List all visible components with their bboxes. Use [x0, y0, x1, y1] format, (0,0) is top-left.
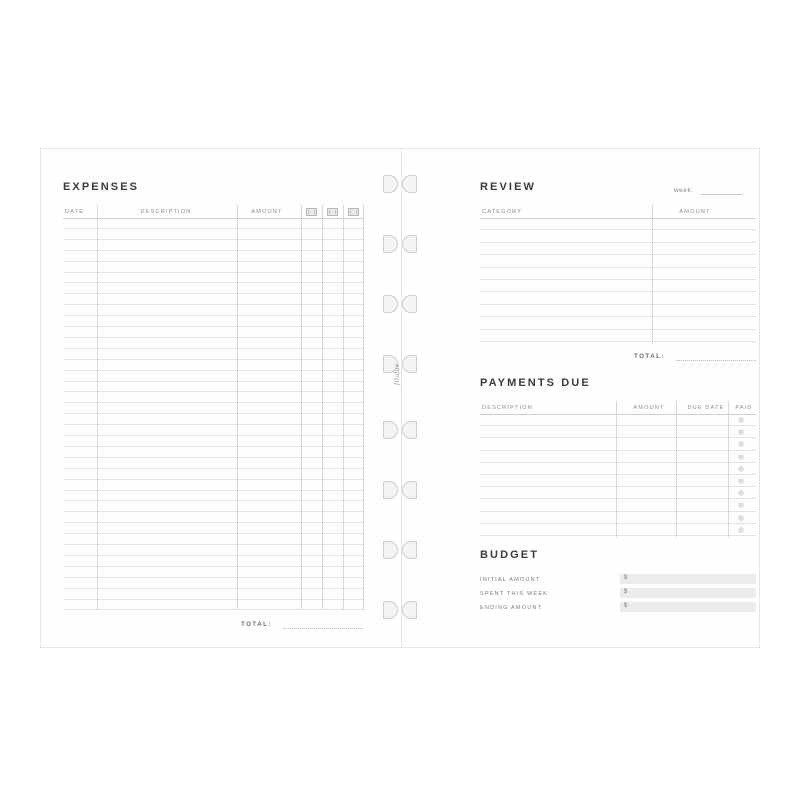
expenses-row[interactable] [63, 555, 363, 556]
payments-row[interactable] [480, 511, 756, 512]
expenses-row[interactable] [63, 446, 363, 447]
column-header-review-amount: AMOUNT [679, 209, 711, 215]
expenses-table [63, 205, 363, 610]
week-rule [700, 194, 742, 195]
budget-row-label: SPENT THIS WEEK [480, 591, 549, 597]
review-table-header [480, 205, 756, 219]
expenses-row[interactable] [63, 566, 363, 567]
payments-table-header [480, 401, 756, 415]
column-header-due-date: DUE DATE [687, 405, 725, 411]
card-icon [306, 208, 317, 216]
payments-row[interactable] [480, 474, 756, 475]
paid-checkbox[interactable] [738, 515, 744, 521]
expenses-row[interactable] [63, 500, 363, 501]
currency-symbol: $ [624, 575, 628, 581]
column-header-category: CATEGORY [482, 209, 523, 215]
review-row[interactable] [480, 267, 756, 268]
payments-row-lines [480, 414, 756, 537]
expenses-table-header [63, 205, 363, 219]
expenses-row[interactable] [63, 468, 363, 469]
expenses-row[interactable] [63, 609, 363, 610]
expenses-total-field[interactable] [283, 628, 363, 629]
budget-row-input[interactable] [620, 588, 756, 598]
expenses-row[interactable] [63, 250, 363, 251]
expenses-row[interactable] [63, 457, 363, 458]
payments-row[interactable] [480, 437, 756, 438]
expenses-title: EXPENSES [63, 181, 140, 193]
week-label: week: [674, 187, 694, 194]
expenses-row[interactable] [63, 413, 363, 414]
review-row[interactable] [480, 254, 756, 255]
expenses-row[interactable] [63, 282, 363, 283]
expenses-divider-date [97, 205, 98, 610]
expenses-divider-icon-1 [301, 205, 302, 610]
review-row[interactable] [480, 341, 756, 342]
expenses-row[interactable] [63, 544, 363, 545]
payments-row[interactable] [480, 535, 756, 536]
expenses-row[interactable] [63, 522, 363, 523]
payments-row[interactable] [480, 425, 756, 426]
expenses-row[interactable] [63, 533, 363, 534]
right-page [401, 149, 761, 647]
expenses-row-lines [63, 218, 363, 610]
column-header-payment-description: DESCRIPTION [482, 405, 533, 411]
review-row-lines [480, 218, 756, 343]
receipt-icon [348, 208, 359, 216]
budget-row [480, 601, 756, 615]
expenses-row[interactable] [63, 239, 363, 240]
review-row[interactable] [480, 229, 756, 230]
expenses-row[interactable] [63, 261, 363, 262]
expenses-row[interactable] [63, 511, 363, 512]
review-row[interactable] [480, 242, 756, 243]
expenses-row[interactable] [63, 577, 363, 578]
expenses-row[interactable] [63, 402, 363, 403]
budget-row-label: ENDING AMOUNT [480, 605, 543, 611]
paid-checkbox[interactable] [738, 478, 744, 484]
expenses-row[interactable] [63, 315, 363, 316]
column-header-payment-amount: AMOUNT [633, 405, 665, 411]
budget-row [480, 573, 756, 587]
expenses-row[interactable] [63, 381, 363, 382]
payments-row[interactable] [480, 450, 756, 451]
currency-symbol: $ [624, 603, 628, 609]
brand-mark: filofax [393, 363, 401, 385]
review-divider-amount [652, 205, 653, 343]
expenses-row[interactable] [63, 359, 363, 360]
review-total-label: TOTAL: [634, 353, 665, 360]
paid-checkbox[interactable] [738, 466, 744, 472]
review-row[interactable] [480, 316, 756, 317]
budget-rows [480, 573, 756, 615]
expenses-row[interactable] [63, 479, 363, 480]
expenses-row[interactable] [63, 337, 363, 338]
budget-row [480, 587, 756, 601]
expenses-row[interactable] [63, 272, 363, 273]
payments-due-table [480, 401, 756, 537]
expenses-row[interactable] [63, 435, 363, 436]
paid-checkbox[interactable] [738, 527, 744, 533]
review-row[interactable] [480, 304, 756, 305]
expenses-total-label: TOTAL: [241, 621, 272, 628]
payments-row[interactable] [480, 486, 756, 487]
expenses-row[interactable] [63, 588, 363, 589]
payments-due-title: PAYMENTS DUE [480, 377, 591, 389]
expenses-divider-icon-2 [322, 205, 323, 610]
payments-divider-due-date [676, 401, 677, 537]
cash-icon [327, 208, 338, 216]
expenses-row[interactable] [63, 424, 363, 425]
column-header-amount: AMOUNT [251, 209, 283, 215]
expenses-row[interactable] [63, 490, 363, 491]
payments-row[interactable] [480, 523, 756, 524]
expenses-row[interactable] [63, 293, 363, 294]
paid-checkbox[interactable] [738, 454, 744, 460]
expenses-divider-amount [237, 205, 238, 610]
review-total-field[interactable] [676, 360, 756, 361]
payments-divider-amount [616, 401, 617, 537]
budget-row-input[interactable] [620, 574, 756, 584]
expenses-row[interactable] [63, 599, 363, 600]
review-row[interactable] [480, 329, 756, 330]
column-header-description: DESCRIPTION [140, 209, 192, 215]
expenses-divider-icon-3 [343, 205, 344, 610]
payments-row[interactable] [480, 498, 756, 499]
expenses-row[interactable] [63, 391, 363, 392]
review-title: REVIEW [480, 181, 536, 193]
expenses-row[interactable] [63, 228, 363, 229]
payments-row[interactable] [480, 462, 756, 463]
expenses-divider-right [363, 205, 364, 610]
column-header-date: DATE [65, 209, 85, 215]
review-row[interactable] [480, 279, 756, 280]
budget-row-input[interactable] [620, 602, 756, 612]
planner-spread [40, 148, 760, 648]
column-header-paid: PAID [735, 405, 753, 411]
payments-divider-paid [728, 401, 729, 537]
expenses-row[interactable] [63, 348, 363, 349]
budget-title: BUDGET [480, 549, 540, 561]
budget-row-label: INITIAL AMOUNT [480, 577, 541, 583]
expenses-row[interactable] [63, 304, 363, 305]
expenses-row[interactable] [63, 370, 363, 371]
review-table [480, 205, 756, 343]
currency-symbol: $ [624, 589, 628, 595]
left-page [41, 149, 401, 647]
paid-checkbox[interactable] [738, 417, 744, 423]
review-row[interactable] [480, 291, 756, 292]
expenses-row[interactable] [63, 326, 363, 327]
